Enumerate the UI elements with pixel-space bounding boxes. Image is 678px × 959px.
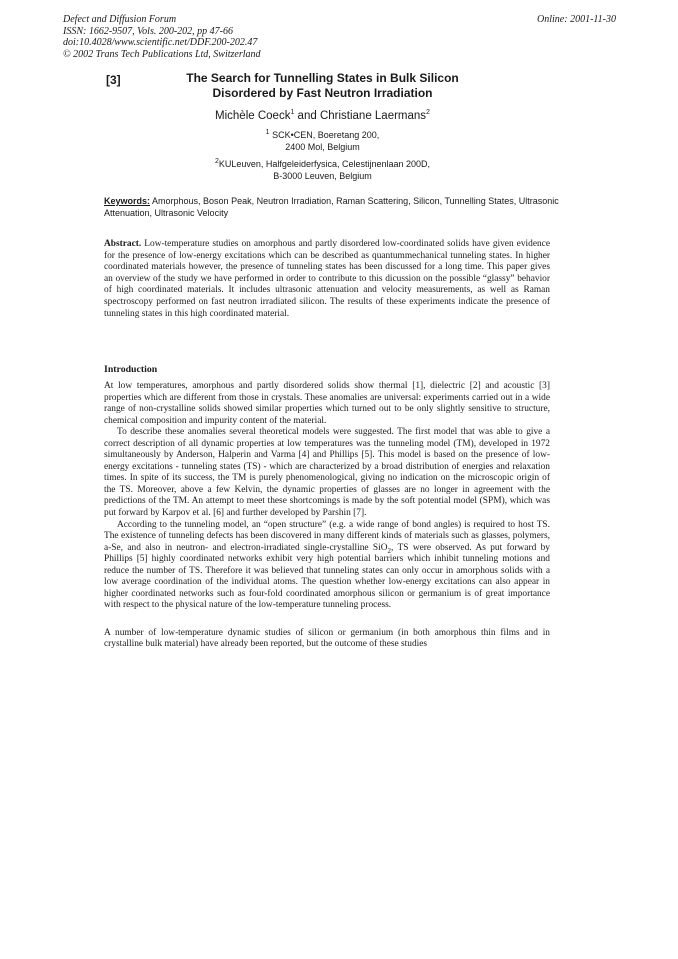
affiliation-2-line-2: B-3000 Leuven, Belgium	[273, 170, 372, 181]
abstract	[104, 239, 550, 320]
affiliation-2-sup: 2	[214, 158, 219, 165]
abstract-label: Abstract.	[104, 239, 142, 249]
paragraph-3-part-b: , TS were observed. As put forward by Phillips [5] highly coordinated networks exhibit very high potential barriers which inhibit tunneling motions and reduce the number of TS. Therefore it was believed that tunneling states can only occur in amorphous solids with a low average coordination of the individual atoms. The question whether low-energy excitations can also appear in higher coordinated networks such as four-fold coordinated amorphous silicon or germanium is of great importance with respect to the physical nature of the low-temperature tunneling process.	[104, 542, 550, 611]
keywords	[104, 196, 560, 219]
keywords-text: Amorphous, Boson Peak, Neutron Irradiation, Raman Scattering, Silicon, Tunnelling States, Ultrasonic Attenuation, Ultrasonic Velocity	[104, 196, 559, 218]
affiliation-1-line-1: SCK•CEN, Boeretang 200,	[272, 130, 380, 140]
authors	[150, 110, 495, 122]
reference-number: [3]	[106, 73, 121, 87]
journal-issn: ISSN: 1662-9507, Vols. 200-202, pp 47-66	[63, 25, 233, 37]
affiliation-1-line-2: 2400 Mol, Belgium	[285, 141, 360, 152]
title-line-1: The Search for Tunnelling States in Bulk Silicon	[186, 71, 459, 85]
affiliation-2-line-1: KULeuven, Halfgeleiderfysica, Celestijnenlaan 200D,	[218, 159, 431, 169]
affiliation-1-sup: 1	[265, 129, 270, 136]
paragraph-4: A number of low-temperature dynamic studies of silicon or germanium (in both amorphous thin films and in crystalline bulk material) have already been reported, but the outcome of these studies	[104, 627, 550, 650]
journal-copyright: © 2002 Trans Tech Publications Ltd, Switzerland	[63, 48, 261, 60]
online-date: Online: 2001-11-30	[537, 14, 616, 25]
section-heading-introduction: Introduction	[104, 364, 158, 375]
journal-name: Defect and Diffusion Forum	[63, 14, 177, 25]
abstract-text: Low-temperature studies on amorphous and partly disordered low-coordinated solids have given evidence for the presence of low-energy excitations which can be described as quantummechanical tunneling states. In higher coordinated materials however, the presence of tunneling states has been discussed for a long time. This paper gives an overview of the study we have performed in order to contribute to this dicussion on the possible “glassy” behavior of high coordinated materials. It includes ultrasonic attenuation and velocity measurements, as well as Raman spectroscopy performed on fast neutron irradiated silicon. The results of these experiments indicate the presence of tunneling states in this high coordinated material.	[104, 239, 550, 319]
journal-info	[63, 14, 261, 60]
paragraph-3-part-a: According to the tunneling model, an “open structure” (e.g. a wide range of bond angles) is required to host TS. The existence of tunneling defects has been discovered in many different kinds of materials such as glasses, polymers, a-Se, and also in neutron- and electron-irradiated single-crystalline SiO	[104, 519, 550, 553]
author-1: Michèle Coeck	[215, 110, 291, 122]
title-line-2: Disordered by Fast Neutron Irradiation	[212, 85, 433, 100]
paragraph-1: At low temperatures, amorphous and partly disordered solids show thermal [1], dielectric [2] and acoustic [3] properties which are different from those in crystals. These anomalies are universal: experiments carried out in a wide range of non-crystalline solids showed similar properties which turned out to be only slightly sensitive to structure, chemical composition and impurity content of the material.	[104, 381, 550, 426]
paper-title	[150, 71, 495, 100]
affiliation-2	[150, 159, 495, 182]
authors-and: and	[294, 110, 320, 122]
paragraph-3	[104, 520, 550, 612]
paragraph-3-subscript: 2	[387, 546, 392, 555]
author-2-sup: 2	[426, 109, 430, 117]
introduction-body	[104, 381, 550, 651]
author-1-sup: 1	[290, 109, 295, 117]
affiliation-1	[150, 130, 495, 153]
paragraph-2: To describe these anomalies several theoretical models were suggested. The first model that was able to give a correct description of all dynamic properties at low temperatures was the tunneling model (TM), developed in 1972 simultaneously by Anderson, Halperin and Varma [4] and Phillips [5]. This model is based on the presence of low-energy excitations - tunneling states (TS) - which are characterized by a broad distribution of energies and relaxation times. In spite of its success, the TM is purely phenomenological, giving no indication on the microscopic origin of the TS. Moreover, above a few Kelvin, the dynamic properties of glasses are no longer in agreement with the predictions of the TM. An attempt to meet these shortcomings is made by the soft potential model (SPM), which was put forward by Karpov et al. [6] and further developed by Parshin [7].	[104, 427, 550, 519]
author-2: Christiane Laermans	[319, 110, 427, 122]
keywords-label: Keywords:	[104, 196, 151, 206]
journal-doi: doi:10.4028/www.scientific.net/DDF.200-202.47	[63, 37, 258, 49]
